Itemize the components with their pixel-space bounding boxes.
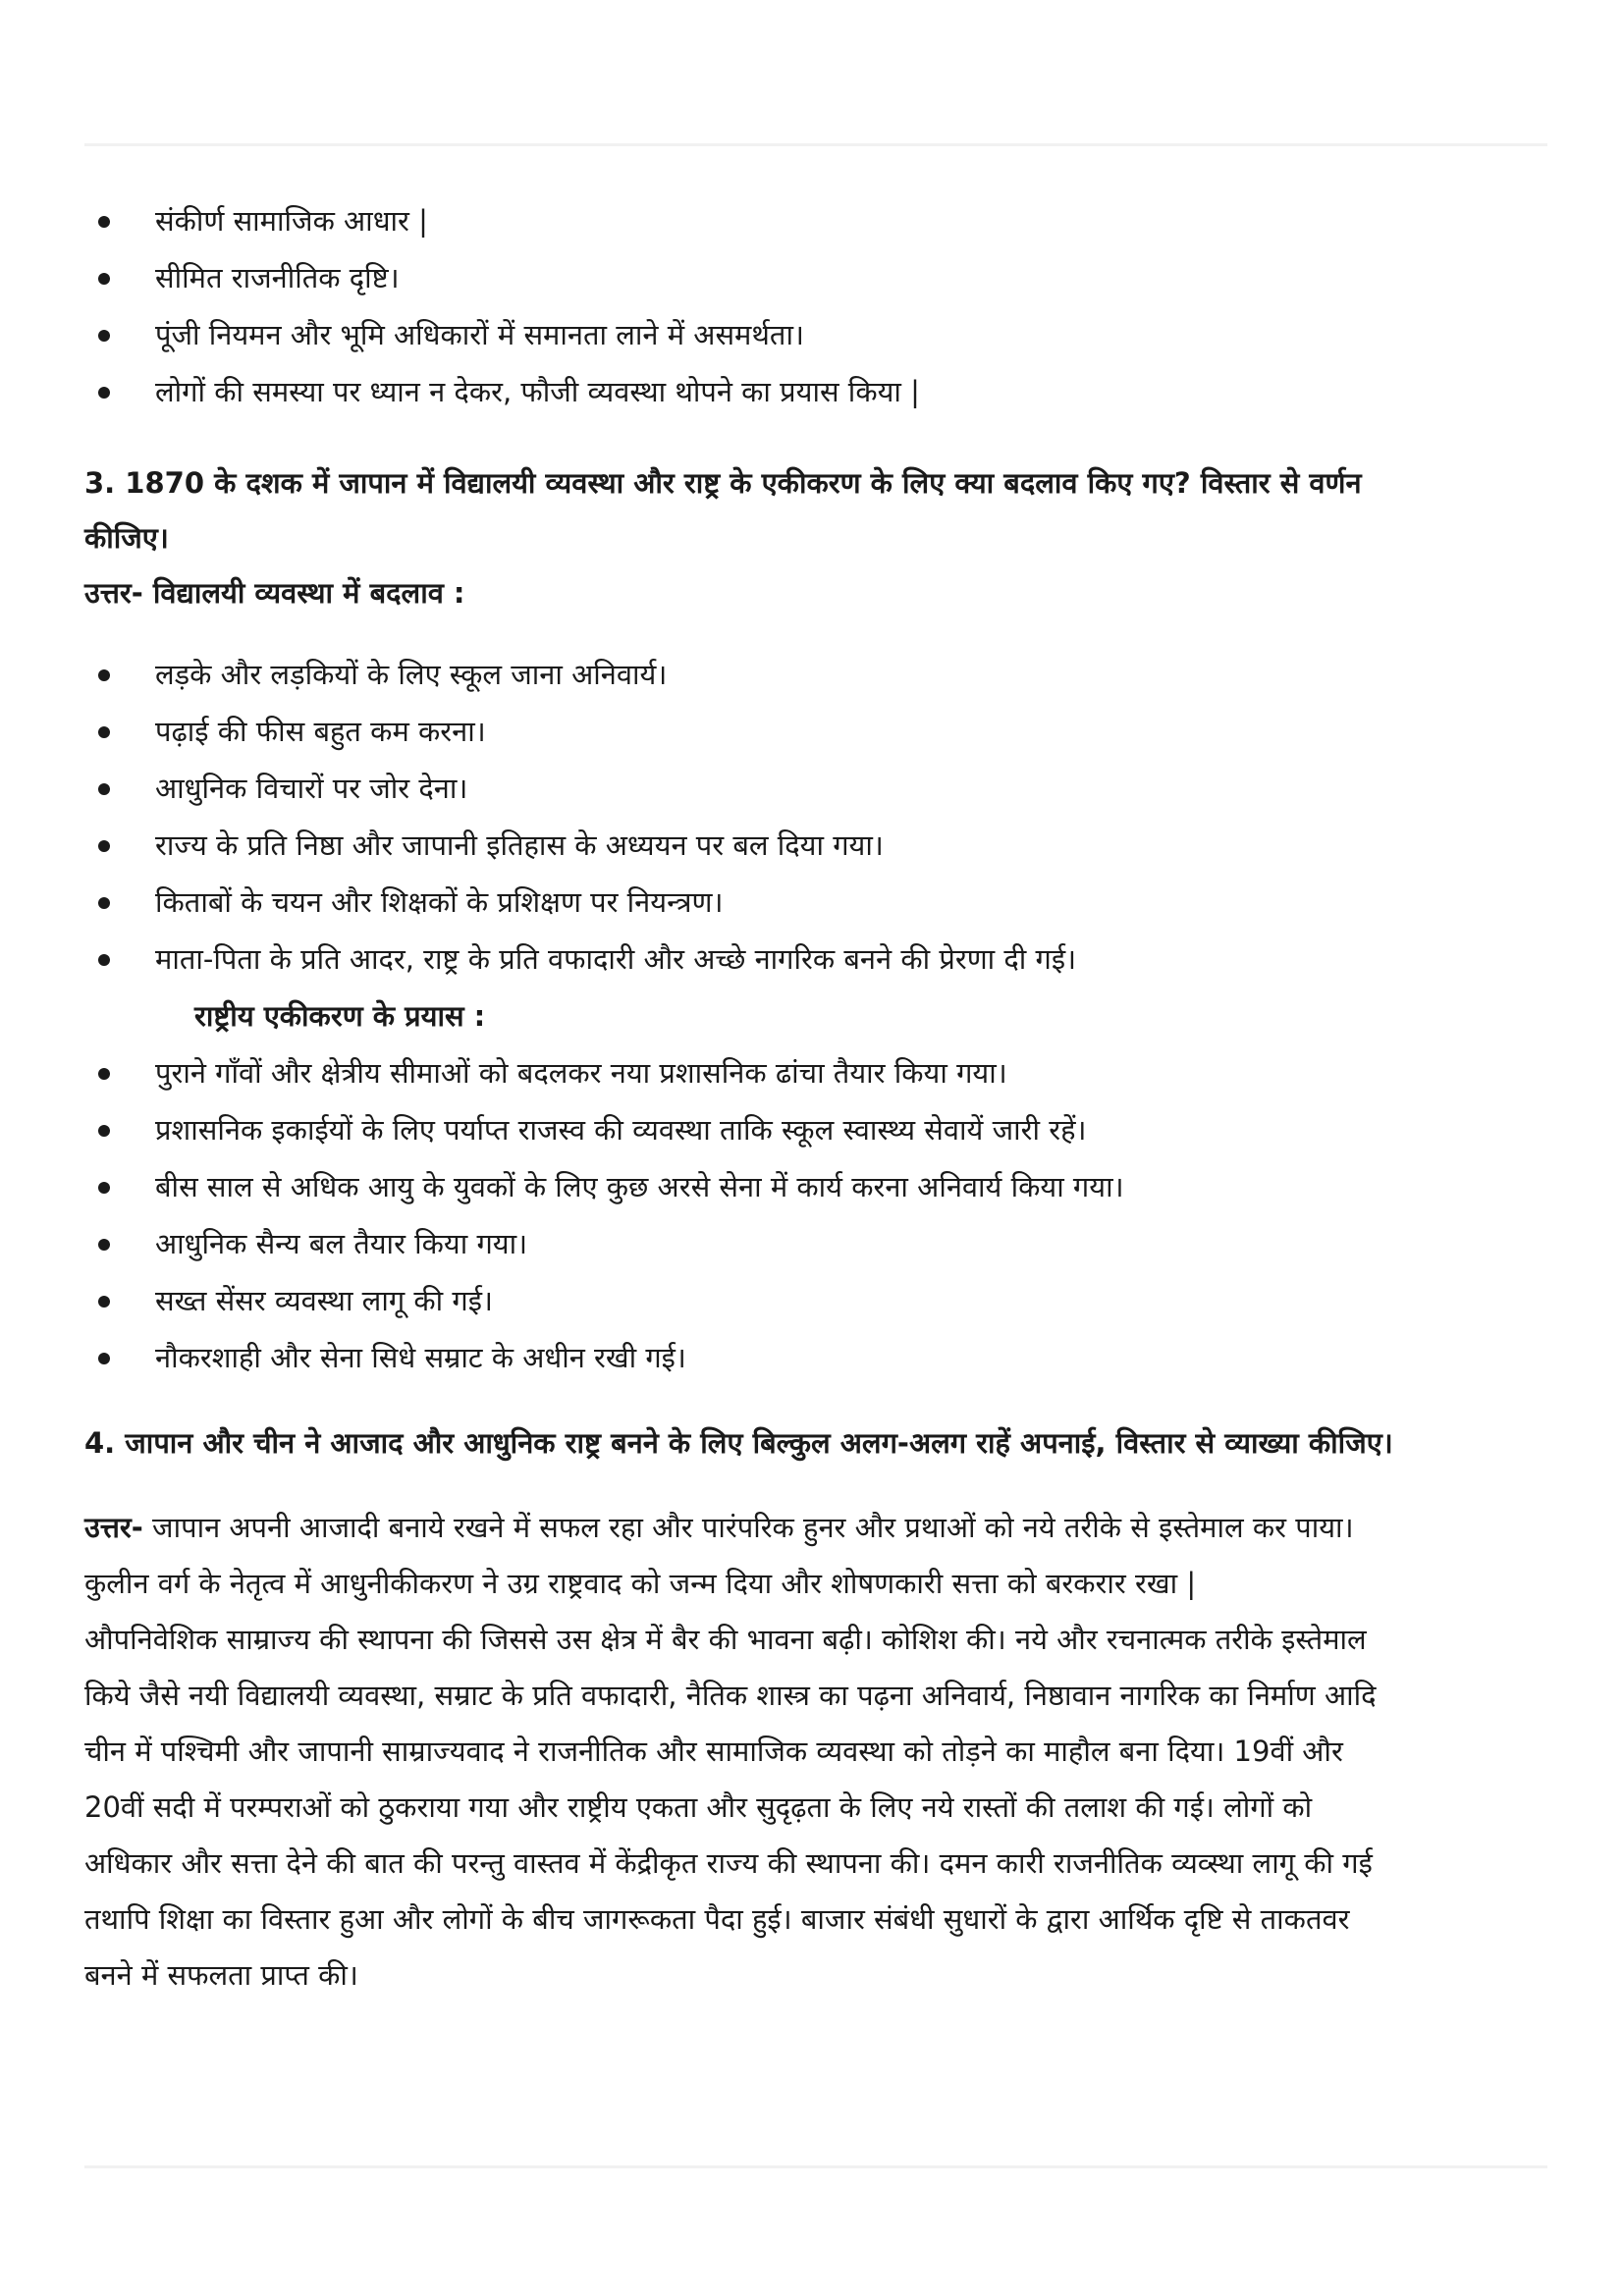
answer-4-line-4: किये जैसे नयी विद्यालयी व्यवस्था, सम्राट के प्रति वफादारी, नैतिक शास्त्र का पढ़ना अनिवार्य, निष्ठावान नागरिक का निर्माण आदि — [84, 1679, 1377, 1712]
bullet-icon — [98, 954, 110, 966]
top-divider — [84, 143, 1547, 146]
list-item: लड़के और लड़कियों के लिए स्कूल जाना अनिवार्य। — [155, 646, 1547, 703]
bullet-icon — [98, 387, 110, 399]
top-bullet-list — [84, 192, 1547, 420]
question-3-line-2: कीजिए। — [84, 521, 169, 555]
bullet-icon — [98, 273, 110, 285]
bullet-icon — [98, 330, 110, 342]
list-item: पूंजी नियमन और भूमि अधिकारों में समानता लाने में असमर्थता। — [155, 306, 1547, 363]
answer-4-line-6: 20वीं सदी में परम्पराओं को ठुकराया गया और राष्ट्रीय एकता और सुदृढ़ता के लिए नये रास्तों की तलाश की गई। लोगों को — [84, 1790, 1313, 1824]
list-item: सीमित राजनीतिक दृष्टि। — [155, 249, 1547, 306]
list-item: प्रशासनिक इकाईयों के लिए पर्याप्त राजस्व की व्यवस्था ताकि स्कूल स्वास्थ्य सेवायें जारी रहें। — [155, 1101, 1547, 1158]
bullet-icon — [98, 783, 110, 795]
list-item: आधुनिक विचारों पर जोर देना। — [155, 760, 1547, 817]
bullet-icon — [98, 669, 110, 681]
bottom-divider — [84, 2165, 1547, 2168]
bullet-icon — [98, 1296, 110, 1308]
list-item: किताबों के चयन और शिक्षकों के प्रशिक्षण पर नियन्त्रण। — [155, 874, 1547, 931]
answer-4-line-5: चीन में पश्चिमी और जापानी साम्राज्यवाद ने राजनीतिक और सामाजिक व्यवस्था को तोड़ने का माहौल बना दिया। 19वीं और — [84, 1735, 1343, 1768]
list-item: संकीर्ण सामाजिक आधार | — [155, 192, 1547, 249]
list-item: पुराने गाँवों और क्षेत्रीय सीमाओं को बदलकर नया प्रशासनिक ढांचा तैयार किया गया। — [155, 1044, 1547, 1101]
question-3-line-1: 3. 1870 के दशक में जापान में विद्यालयी व्यवस्था और राष्ट्र के एकीकरण के लिए क्या बदलाव किए गए? विस्तार से वर्णन — [84, 466, 1362, 500]
answer-4-line-7: अधिकार और सत्ता देने की बात की परन्तु वास्तव में केंद्रीकृत राज्य की स्थापना की। दमन कारी राजनीतिक व्यव्स्था लागू की गई — [84, 1846, 1373, 1880]
answer-4-line-3: औपनिवेशिक साम्राज्य की स्थापना की जिससे उस क्षेत्र में बैर की भावना बढ़ी। कोशिश की। नये और रचनात्मक तरीके इस्तेमाल — [84, 1623, 1367, 1656]
list-item: पढ़ाई की फीस बहुत कम करना। — [155, 703, 1547, 760]
list-item: नौकरशाही और सेना सिधे सम्राट के अधीन रखी गई। — [155, 1329, 1547, 1386]
answer-4-paragraph — [84, 1500, 1547, 2003]
bullet-icon — [98, 1125, 110, 1137]
list-item: माता-पिता के प्रति आदर, राष्ट्र के प्रति वफादारी और अच्छे नागरिक बनने की प्रेरणा दी गई। — [155, 931, 1547, 988]
bullet-icon — [98, 1182, 110, 1194]
bullet-icon — [98, 726, 110, 738]
list-item: लोगों की समस्या पर ध्यान न देकर, फौजी व्यवस्था थोपने का प्रयास किया | — [155, 363, 1547, 420]
integration-heading: राष्ट्रीय एकीकरण के प्रयास : — [194, 999, 486, 1033]
bullet-icon — [98, 1239, 110, 1251]
bullet-icon — [98, 840, 110, 852]
bullet-icon — [98, 1068, 110, 1080]
answer-4-line-9: बनने में सफलता प्राप्त की। — [84, 1958, 358, 1992]
integration-list — [84, 1044, 1547, 1386]
list-item: आधुनिक सैन्य बल तैयार किया गया। — [155, 1215, 1547, 1272]
answer-4-line-8: तथापि शिक्षा का विस्तार हुआ और लोगों के बीच जागरूकता पैदा हुई। बाजार संबंधी सुधारों के द्वारा आर्थिक दृष्टि से ताकतवर — [84, 1902, 1350, 1936]
school-changes-list — [84, 646, 1547, 988]
answer-4-line-2: कुलीन वर्ग के नेतृत्व में आधुनीकीकरण ने उग्र राष्ट्रवाद को जन्म दिया और शोषणकारी सत्ता को बरकरार रखा | — [84, 1567, 1197, 1600]
answer-4-label: उत्तर- — [84, 1511, 143, 1544]
bullet-icon — [98, 897, 110, 909]
page-content — [84, 192, 1547, 2003]
list-item: बीस साल से अधिक आयु के युवकों के लिए कुछ अरसे सेना में कार्य करना अनिवार्य किया गया। — [155, 1158, 1547, 1215]
bullet-icon — [98, 216, 110, 228]
question-4: 4. जापान और चीन ने आजाद और आधुनिक राष्ट्र बनने के लिए बिल्कुल अलग-अलग राहें अपनाई, विस्तार से व्याख्या कीजिए। — [84, 1426, 1393, 1460]
list-item: राज्य के प्रति निष्ठा और जापानी इतिहास के अध्ययन पर बल दिया गया। — [155, 817, 1547, 874]
bullet-icon — [98, 1353, 110, 1364]
answer-3-heading: उत्तर- विद्यालयी व्यवस्था में बदलाव : — [84, 576, 465, 610]
question-3 — [84, 455, 1547, 565]
list-item: सख्त सेंसर व्यवस्था लागू की गई। — [155, 1272, 1547, 1329]
answer-4-line-1: जापान अपनी आजादी बनाये रखने में सफल रहा और पारंपरिक हुनर और प्रथाओं को नये तरीके से इस्तेमाल कर पाया। — [142, 1511, 1354, 1544]
